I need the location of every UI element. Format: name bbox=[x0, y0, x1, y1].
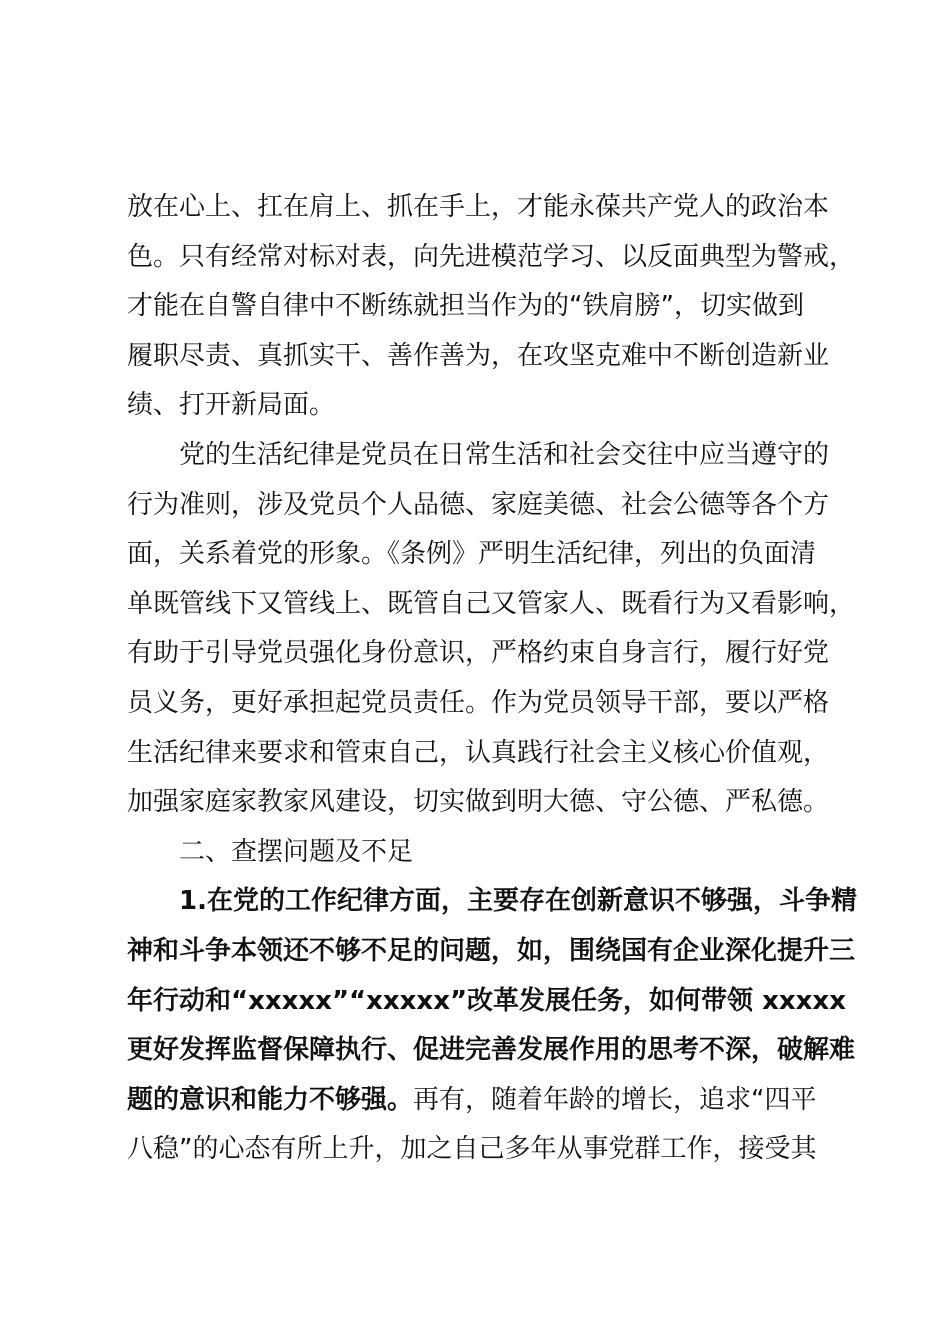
paragraph-line: 有助于引导党员强化身份意识，严格约束自身言行，履行好党 bbox=[127, 638, 830, 669]
item-1-normal-segment: 再有，随着年龄的增长，追求“四平 bbox=[413, 1084, 817, 1115]
item-1-bold-line: 年行动和“xxxxx”“xxxxx”改革发展任务，如何带领 xxxxx bbox=[127, 985, 846, 1016]
paragraph-line: 色。只有经常对标对表，向先进模范学习、以反面典型为警戒， bbox=[127, 241, 856, 272]
item-1-paragraph bbox=[127, 877, 857, 1175]
paragraph-line: 才能在自警自律中不断练就担当作为的“铁肩膀”，切实做到 bbox=[127, 291, 804, 322]
paragraph-line: 行为准则，涉及党员个人品德、家庭美德、社会公德等各个方 bbox=[127, 489, 830, 520]
paragraph-life-discipline bbox=[127, 431, 857, 828]
paragraph-line: 履职尽责、真抓实干、善作善为，在攻坚克难中不断创造新业 bbox=[127, 340, 830, 371]
paragraph-line: 加强家庭家教家风建设，切实做到明大德、守公德、严私德。 bbox=[127, 787, 830, 818]
paragraph-continuation bbox=[127, 183, 857, 431]
paragraph-line: 党的生活纪律是党员在日常生活和社会交往中应当遵守的 bbox=[179, 439, 830, 470]
item-1-bold-segment: 题的意识和能力不够强。 bbox=[127, 1084, 414, 1115]
item-1-bold-line: 1.在党的工作纪律方面，主要存在创新意识不够强，斗争精 bbox=[179, 886, 857, 917]
paragraph-line: 员义务，更好承担起党员责任。作为党员领导干部，要以严格 bbox=[127, 687, 830, 718]
item-1-bold-line: 神和斗争本领还不够不足的问题，如，围绕国有企业深化提升三 bbox=[127, 935, 856, 966]
item-1-bold-line: 更好发挥监督保障执行、促进完善发展作用的思考不深，破解难 bbox=[127, 1035, 856, 1066]
item-1-normal-line: 八稳”的心态有所上升，加之自己多年从事党群工作，接受其 bbox=[127, 1134, 817, 1165]
paragraph-line: 单既管线下又管线上、既管自己又管家人、既看行为又看影响， bbox=[127, 588, 856, 619]
item-1-mixed-line bbox=[127, 1076, 857, 1126]
paragraph-line: 生活纪律来要求和管束自己，认真践行社会主义核心价值观， bbox=[127, 737, 830, 768]
section-heading: 二、查摆问题及不足 bbox=[179, 836, 414, 867]
paragraph-line: 放在心上、扛在肩上、抓在手上，才能永葆共产党人的政治本 bbox=[127, 192, 830, 222]
document-body bbox=[127, 183, 857, 1175]
paragraph-line: 绩、打开新局面。 bbox=[127, 390, 336, 421]
paragraph-line: 面，关系着党的形象。《条例》严明生活纪律，列出的负面清 bbox=[127, 539, 817, 570]
